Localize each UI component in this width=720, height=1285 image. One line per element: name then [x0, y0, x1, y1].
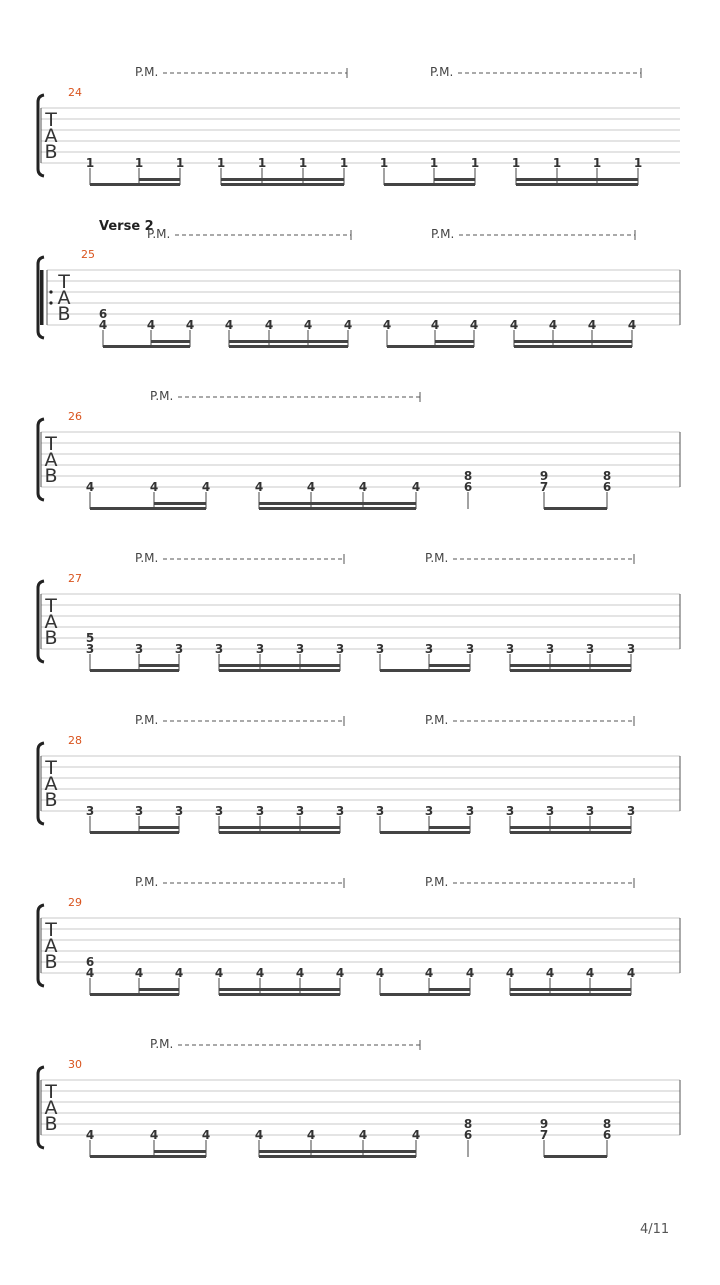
- fret-number: 6: [602, 1128, 612, 1142]
- beam-primary: [514, 345, 632, 348]
- fret-number: 1: [592, 156, 602, 170]
- fret-number: 3: [375, 804, 385, 818]
- beam-primary: [90, 993, 179, 996]
- beam-primary: [90, 1155, 206, 1158]
- fret-number: 3: [505, 642, 515, 656]
- beam-primary: [259, 1155, 416, 1158]
- palm-mute-label: P.M.: [425, 713, 449, 727]
- beam-secondary: [259, 502, 416, 505]
- fret-number: 3: [375, 642, 385, 656]
- fret-number: 4: [174, 966, 184, 980]
- beam-secondary: [510, 664, 631, 667]
- fret-number: 4: [548, 318, 558, 332]
- beam-secondary: [429, 988, 470, 991]
- tab-clef-letter: T: [45, 1081, 57, 1103]
- fret-number: 1: [511, 156, 521, 170]
- fret-number: 4: [411, 480, 421, 494]
- tab-system-24: [38, 65, 680, 186]
- tab-clef-letter: T: [45, 433, 57, 455]
- fret-number: 6: [463, 1128, 473, 1142]
- beam-primary: [90, 507, 206, 510]
- palm-mute-label: P.M.: [431, 227, 455, 241]
- fret-number: 4: [424, 966, 434, 980]
- beam-secondary: [510, 826, 631, 829]
- beam-secondary: [429, 664, 470, 667]
- fret-number: 1: [379, 156, 389, 170]
- fret-number: 1: [633, 156, 643, 170]
- beam-primary: [219, 831, 340, 834]
- beam-secondary: [514, 340, 632, 343]
- repeat-thick-bar: [40, 270, 44, 325]
- tab-clef-letter: T: [45, 595, 57, 617]
- fret-number: 3: [85, 642, 95, 656]
- beam-primary: [510, 831, 631, 834]
- fret-number: 3: [214, 642, 224, 656]
- tab-system-27: [38, 551, 680, 672]
- fret-number: 1: [429, 156, 439, 170]
- tab-clef-letter: A: [44, 449, 58, 471]
- beam-secondary: [516, 178, 638, 181]
- fret-number: 4: [224, 318, 234, 332]
- fret-number: 4: [146, 318, 156, 332]
- fret-number: 4: [134, 966, 144, 980]
- fret-number: 4: [306, 480, 316, 494]
- beam-primary: [510, 669, 631, 672]
- tab-clef-letter: B: [44, 1113, 58, 1135]
- fret-number: 4: [627, 318, 637, 332]
- fret-number: 4: [303, 318, 313, 332]
- fret-number: 3: [174, 804, 184, 818]
- palm-mute-label: P.M.: [135, 551, 159, 565]
- beam-primary: [544, 1155, 607, 1158]
- fret-number: 3: [134, 804, 144, 818]
- fret-number: 1: [216, 156, 226, 170]
- fret-number: 3: [545, 804, 555, 818]
- tab-clef-letter: B: [44, 141, 58, 163]
- fret-number: 4: [335, 966, 345, 980]
- beam-secondary: [221, 178, 344, 181]
- beam-secondary: [139, 988, 179, 991]
- fret-number: 4: [358, 1128, 368, 1142]
- beam-secondary: [154, 502, 206, 505]
- tab-clef-letter: A: [44, 1097, 58, 1119]
- fret-number: 3: [585, 804, 595, 818]
- beam-secondary: [219, 988, 340, 991]
- fret-number: 3: [585, 642, 595, 656]
- tab-clef-letter: A: [44, 611, 58, 633]
- beam-secondary: [139, 178, 180, 181]
- measure-number: 26: [68, 410, 82, 423]
- fret-number: 3: [255, 642, 265, 656]
- fret-number: 4: [375, 966, 385, 980]
- tab-system-30: [38, 1037, 680, 1158]
- fret-number: 1: [257, 156, 267, 170]
- fret-number: 4: [587, 318, 597, 332]
- fret-number: 7: [539, 480, 549, 494]
- beam-secondary: [219, 826, 340, 829]
- beam-secondary: [219, 664, 340, 667]
- measure-number: 30: [68, 1058, 82, 1071]
- tab-system-29: [38, 875, 680, 996]
- measure-number: 24: [68, 86, 82, 99]
- fret-number: 3: [424, 642, 434, 656]
- fret-number: 3: [626, 804, 636, 818]
- fret-number: 4: [264, 318, 274, 332]
- fret-number: 4: [430, 318, 440, 332]
- beam-primary: [90, 183, 180, 186]
- beam-secondary: [259, 1150, 416, 1153]
- fret-number: 8: [463, 469, 473, 483]
- beam-secondary: [510, 988, 631, 991]
- measure-number: 27: [68, 572, 82, 585]
- tab-system-25: [38, 219, 680, 348]
- tab-clef-letter: T: [45, 757, 57, 779]
- fret-number: 8: [463, 1117, 473, 1131]
- fret-number: 4: [254, 1128, 264, 1142]
- beam-primary: [221, 183, 344, 186]
- fret-number: 3: [545, 642, 555, 656]
- fret-number: 4: [343, 318, 353, 332]
- fret-number: 4: [585, 966, 595, 980]
- fret-number: 4: [85, 480, 95, 494]
- beam-secondary: [151, 340, 190, 343]
- fret-number: 4: [306, 1128, 316, 1142]
- tab-clef-letter: A: [44, 125, 58, 147]
- fret-number: 4: [358, 480, 368, 494]
- beam-primary: [90, 669, 179, 672]
- beam-primary: [219, 669, 340, 672]
- beam-primary: [219, 993, 340, 996]
- tab-clef-letter: A: [44, 935, 58, 957]
- fret-number: 3: [626, 642, 636, 656]
- fret-number: 3: [85, 804, 95, 818]
- beam-secondary: [139, 826, 179, 829]
- tab-clef-letter: A: [57, 287, 71, 309]
- tab-clef-letter: B: [44, 951, 58, 973]
- fret-number: 4: [254, 480, 264, 494]
- beam-primary: [516, 183, 638, 186]
- palm-mute-label: P.M.: [425, 875, 449, 889]
- page-number: 4/11: [640, 1222, 670, 1237]
- beam-primary: [103, 345, 190, 348]
- measure-number: 29: [68, 896, 82, 909]
- fret-number: 7: [539, 1128, 549, 1142]
- fret-number: 4: [185, 318, 195, 332]
- palm-mute-label: P.M.: [147, 227, 171, 241]
- beam-primary: [544, 507, 607, 510]
- fret-number: 4: [411, 1128, 421, 1142]
- palm-mute-label: P.M.: [135, 713, 159, 727]
- fret-number: 3: [335, 642, 345, 656]
- beam-primary: [90, 831, 179, 834]
- fret-number: 9: [539, 469, 549, 483]
- fret-number: 8: [602, 469, 612, 483]
- beam-primary: [380, 831, 470, 834]
- beam-secondary: [434, 178, 475, 181]
- tab-clef-letter: T: [45, 109, 57, 131]
- fret-number: 5: [85, 631, 95, 645]
- fret-number: 4: [85, 966, 95, 980]
- beam-primary: [387, 345, 474, 348]
- fret-number: 4: [149, 480, 159, 494]
- fret-number: 4: [509, 318, 519, 332]
- tab-clef-letter: B: [44, 789, 58, 811]
- fret-number: 3: [465, 642, 475, 656]
- fret-number: 3: [134, 642, 144, 656]
- palm-mute-label: P.M.: [150, 389, 174, 403]
- section-label: Verse 2: [99, 219, 154, 234]
- beam-secondary: [429, 826, 470, 829]
- fret-number: 4: [505, 966, 515, 980]
- tab-clef-letter: T: [58, 271, 70, 293]
- fret-number: 6: [602, 480, 612, 494]
- beam-secondary: [229, 340, 348, 343]
- tab-system-28: [38, 713, 680, 834]
- fret-number: 6: [85, 955, 95, 969]
- fret-number: 3: [214, 804, 224, 818]
- fret-number: 4: [85, 1128, 95, 1142]
- fret-number: 3: [295, 642, 305, 656]
- fret-number: 4: [382, 318, 392, 332]
- palm-mute-label: P.M.: [135, 65, 159, 79]
- fret-number: 9: [539, 1117, 549, 1131]
- fret-number: 3: [465, 804, 475, 818]
- fret-number: 3: [505, 804, 515, 818]
- palm-mute-label: P.M.: [430, 65, 454, 79]
- fret-number: 4: [465, 966, 475, 980]
- fret-number: 3: [295, 804, 305, 818]
- tab-clef-letter: B: [44, 465, 58, 487]
- beam-primary: [384, 183, 475, 186]
- fret-number: 3: [335, 804, 345, 818]
- repeat-dot: [49, 290, 52, 293]
- palm-mute-label: P.M.: [425, 551, 449, 565]
- fret-number: 1: [85, 156, 95, 170]
- fret-number: 3: [424, 804, 434, 818]
- beam-primary: [380, 669, 470, 672]
- tab-clef-letter: B: [57, 303, 71, 325]
- fret-number: 1: [134, 156, 144, 170]
- tab-clef-letter: B: [44, 627, 58, 649]
- fret-number: 4: [469, 318, 479, 332]
- fret-number: 4: [295, 966, 305, 980]
- fret-number: 3: [174, 642, 184, 656]
- fret-number: 6: [98, 307, 108, 321]
- fret-number: 4: [98, 318, 108, 332]
- measure-number: 25: [81, 248, 95, 261]
- fret-number: 4: [214, 966, 224, 980]
- repeat-dot: [49, 301, 52, 304]
- tab-clef-letter: A: [44, 773, 58, 795]
- fret-number: 1: [339, 156, 349, 170]
- tab-clef-letter: T: [45, 919, 57, 941]
- beam-primary: [380, 993, 470, 996]
- palm-mute-label: P.M.: [135, 875, 159, 889]
- fret-number: 4: [626, 966, 636, 980]
- fret-number: 6: [463, 480, 473, 494]
- beam-primary: [510, 993, 631, 996]
- beam-secondary: [435, 340, 474, 343]
- beam-secondary: [154, 1150, 206, 1153]
- fret-number: 4: [255, 966, 265, 980]
- fret-number: 4: [201, 1128, 211, 1142]
- tab-system-26: [38, 389, 680, 510]
- fret-number: 1: [552, 156, 562, 170]
- fret-number: 1: [470, 156, 480, 170]
- beam-primary: [259, 507, 416, 510]
- fret-number: 4: [545, 966, 555, 980]
- palm-mute-label: P.M.: [150, 1037, 174, 1051]
- fret-number: 1: [175, 156, 185, 170]
- beam-secondary: [139, 664, 179, 667]
- fret-number: 4: [149, 1128, 159, 1142]
- fret-number: 4: [201, 480, 211, 494]
- beam-primary: [229, 345, 348, 348]
- measure-number: 28: [68, 734, 82, 747]
- fret-number: 1: [298, 156, 308, 170]
- fret-number: 8: [602, 1117, 612, 1131]
- fret-number: 3: [255, 804, 265, 818]
